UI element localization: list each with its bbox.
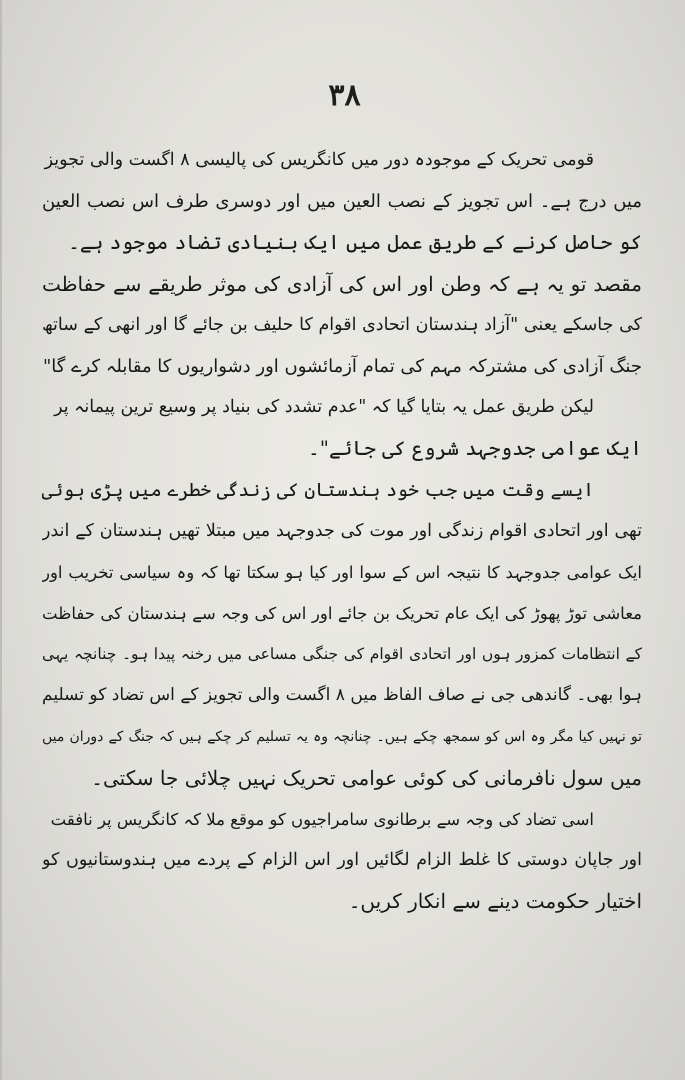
text-line: کو حاصل کرنے کے طریق عمل میں ایک بنیادی تضاد موجود ہے۔ — [68, 230, 642, 255]
text-line: تھی اور اتحادی اقوام زندگی اور موت کی جدوجہد میں مبتلا تھیں ہندستان کے اندر — [42, 520, 642, 541]
text-line: اسی تضاد کی وجہ سے برطانوی سامراجیوں کو موقع ملا کہ کانگریس پر نافقت — [50, 810, 594, 829]
text-line: ایسے وقت میں جب خود ہندستان کی زندگی خطرے میں پڑی ہوئی — [42, 479, 594, 501]
text-line: میں سول نافرمانی کی کوئی عوامی تحریک نہیں چلائی جا سکتی۔ — [91, 765, 642, 790]
text-line: جنگ آزادی کی مشترکہ مہم کی تمام آزمائشوں اور دشواریوں کا مقابلہ کرے گا" — [43, 355, 642, 377]
text-line: اور جاپان دوستی کا غلط الزام لگائیں اور اس الزام کے پردے میں ہندوستانیوں کو — [42, 850, 642, 871]
page-body-text — [42, 140, 642, 923]
text-line: ہوا بھی۔ گاندھی جی نے صاف الفاظ میں ۸ اگست والی تجویز کے اس تضاد کو تسلیم — [42, 685, 642, 706]
page-number: ۳۸ — [328, 78, 361, 113]
text-line: معاشی توڑ پھوڑ کی ایک عام تحریک بن جائے اور اس کی وجہ سے ہندستان کی حفاظت — [42, 604, 642, 624]
text-line: کی جاسکے یعنی "آزاد ہندستان اتحادی اقوام کا حلیف بن جائے گا اور انھی کے ساتھ — [42, 314, 642, 335]
text-line: لیکن طریق عمل یہ بتایا گیا کہ "عدم تشدد کی بنیاد پر وسیع ترین پیمانہ پر — [54, 397, 594, 418]
text-line: مقصد تو یہ ہے کہ وطن اور اس کی آزادی کی موثر طریقے سے حفاظت — [42, 271, 642, 296]
text-line: کے انتظامات کمزور ہوں اور اتحادی اقوام کی جنگی مساعی میں رخنہ پیدا ہو۔ چنانچہ یہی — [42, 645, 642, 664]
text-line: تو نہیں کیا مگر وہ اس کو سمجھ چکے ہیں۔ چنانچہ وہ یہ تسلیم کر چکے ہیں کہ جنگ کے دوران میں — [42, 728, 642, 745]
text-line: ایک عوامی جدوجہد کا نتیجہ اس کے سوا اور کیا ہو سکتا تھا کہ وہ سیاسی تخریب اور — [42, 562, 642, 582]
text-line: اختیار حکومت دینے سے انکار کریں۔ — [348, 889, 642, 914]
text-line: قومی تحریک کے موجودہ دور میں کانگریس کی پالیسی ۸ اگست والی تجویز — [44, 150, 594, 170]
text-line: ایک عوامی جدوجہد شروع کی جائے"۔ — [308, 436, 642, 461]
text-line: میں درج ہے۔ اس تجویز کے نصب العین میں اور دوسری طرف اس نصب العین — [42, 191, 642, 213]
